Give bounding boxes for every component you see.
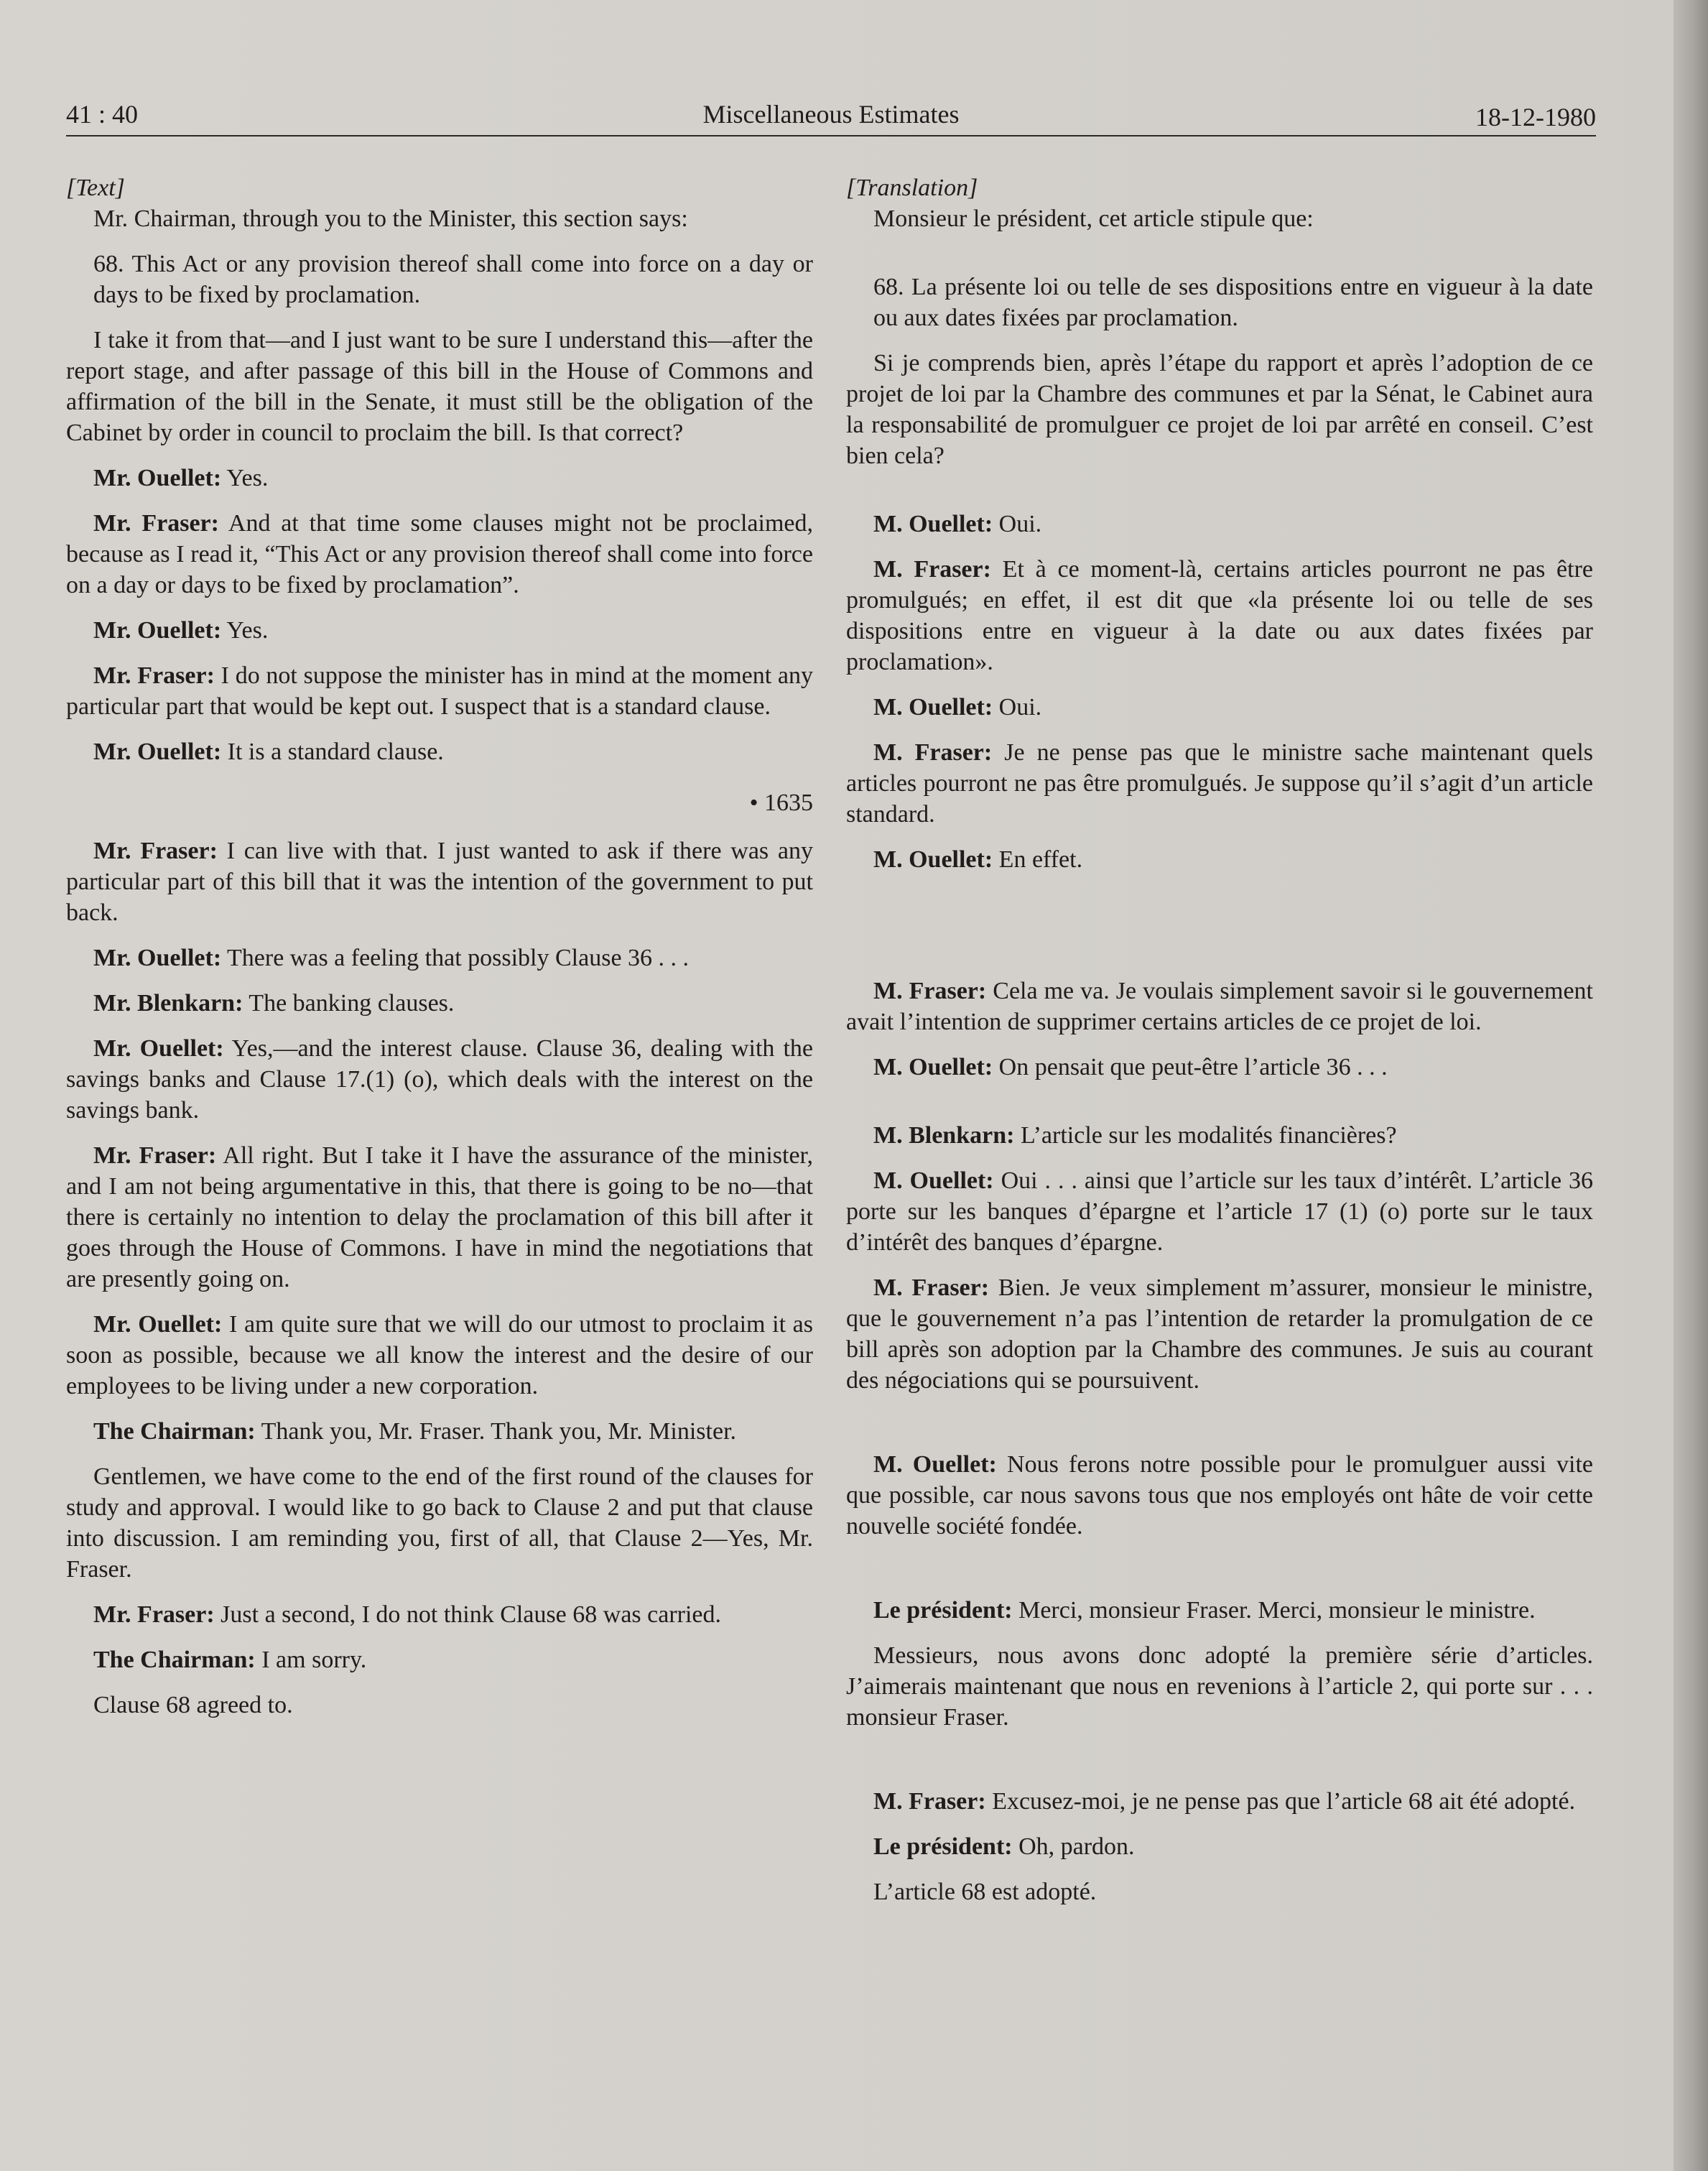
speech: [66, 1033, 813, 1126]
spacer: [846, 249, 1593, 272]
speaker: M. Ouellet:: [873, 846, 993, 873]
speech: [846, 1831, 1593, 1862]
speaker: Le président:: [873, 1597, 1013, 1624]
header-date: 18-12-1980: [1475, 103, 1596, 131]
speech: [66, 463, 813, 494]
speaker: Le président:: [873, 1833, 1013, 1860]
quoted-clause: 68. This Act or any provision thereof shall come into force on a day or days to be fixed by proclamation.: [93, 251, 813, 308]
speaker: M. Fraser:: [873, 1274, 990, 1301]
speaker: M. Fraser:: [873, 556, 991, 583]
speech-text: Yes,—and the interest clause. Clause 36, dealing with the savings banks and Clause 17.(1) (o), which deals with the interest on the savings bank.: [66, 1035, 813, 1124]
speech-text: Bien. Je veux simplement m’assurer, monsieur le ministre, que le gouvernement n’a pas l’intention de retarder la promulgation de ce bill après son adoption par la Chambre des communes. Je suis au courant des négociations qui se poursuivent.: [846, 1274, 1593, 1394]
speech: [66, 943, 813, 973]
speech-text: Merci, monsieur Fraser. Merci, monsieur le ministre.: [1012, 1597, 1536, 1624]
paragraph: I take it from that—and I just want to be sure I understand this—after the report stage, and after passage of this bill in the House of Commons and affirmation of the bill in the Senate, it must still be the obligation of the Cabinet by order in council to proclaim the bill. Is that correct?: [66, 327, 813, 446]
speech-text: L’article sur les modalités financières?: [1014, 1122, 1397, 1149]
spacer: [846, 1410, 1593, 1449]
paragraph: Gentlemen, we have come to the end of the first round of the clauses for study and approval. I would like to go back to Clause 2 and put that clause into discussion. I am reminding you, first of all, that Clause 2—Yes, Mr. Fraser.: [66, 1463, 813, 1583]
spacer: [846, 486, 1593, 509]
speaker: Mr. Fraser:: [93, 838, 218, 864]
speech: [846, 1165, 1593, 1258]
speaker: M. Blenkarn:: [873, 1122, 1015, 1149]
english-column: [66, 172, 813, 1735]
speaker: Mr. Blenkarn:: [93, 990, 243, 1017]
speech: [66, 736, 813, 767]
speech: [66, 988, 813, 1019]
speaker: M. Fraser:: [873, 1788, 986, 1815]
paragraph: Mr. Chairman, through you to the Minister, this section says:: [93, 205, 688, 232]
speaker: M. Fraser:: [873, 739, 993, 766]
speaker: Mr. Ouellet:: [93, 1035, 224, 1062]
speech-text: Thank you, Mr. Fraser. Thank you, Mr. Minister.: [255, 1418, 737, 1445]
speech-text: Oui.: [993, 694, 1042, 721]
paragraph: L’article 68 est adopté.: [873, 1879, 1097, 1905]
speech-text: And at that time some clauses might not be proclaimed, because as I read it, “This Act or any provision thereof shall come into force on a day or days to be fixed by proclamation”.: [66, 510, 814, 598]
speech-text: En effet.: [993, 846, 1083, 873]
paragraph: Monsieur le président, cet article stipule que:: [873, 205, 1314, 232]
page-number: 41 : 40: [66, 100, 139, 129]
speaker: Mr. Fraser:: [93, 1142, 217, 1169]
quoted-clause: 68. La présente loi ou telle de ses dispositions entre en vigueur à la date ou aux dates fixées par proclamation.: [873, 274, 1593, 331]
speech: [846, 554, 1593, 677]
speaker: Mr. Fraser:: [93, 1601, 215, 1628]
speaker: M. Ouellet:: [873, 511, 993, 537]
speech-text: I am quite sure that we will do our utmost to proclaim it as soon as possible, because we all know the interest and the desire of our employees to be living under a new corporation.: [66, 1311, 814, 1399]
speech-text: Yes.: [221, 617, 269, 644]
speech: [846, 737, 1593, 830]
speech: [846, 692, 1593, 723]
paragraph: Si je comprends bien, après l’étape du rapport et après l’adoption de ce projet de loi par la Chambre des communes et par la Sénat, le Cabinet aura la responsabilité de promulguer ce projet de loi par arrêté en conseil. C’est bien cela?: [846, 350, 1593, 469]
speech-text: Oui.: [993, 511, 1042, 537]
speaker: The Chairman:: [93, 1647, 256, 1673]
speech-text: The banking clauses.: [243, 990, 455, 1017]
speaker: The Chairman:: [93, 1418, 256, 1445]
french-column: [846, 172, 1593, 1922]
speech: [846, 1449, 1593, 1542]
speech: [66, 1416, 813, 1447]
speech-text: Excusez-moi, je ne pense pas que l’article 68 ait été adopté.: [985, 1788, 1576, 1815]
speaker: Mr. Ouellet:: [93, 617, 222, 644]
speech-text: Et à ce moment-là, certains articles pourront ne pas être promulgués; en effet, il est dit que «la présente loi ou telle de ses dispositions entre en vigueur à la date ou aux dates fixées par proclamation».: [846, 556, 1593, 675]
speaker: Mr. Ouellet:: [93, 465, 222, 491]
speech-text: I do not suppose the minister has in mind at the moment any particular part that would be kept out. I suspect that is a standard clause.: [66, 662, 814, 720]
speech: [66, 615, 813, 646]
speech-text: On pensait que peut-être l’article 36 . . .: [993, 1054, 1388, 1080]
speech-text: Yes.: [221, 465, 269, 491]
speech: [66, 1140, 813, 1295]
header-title: Miscellaneous Estimates: [702, 100, 960, 129]
speech-text: Je ne pense pas que le ministre sache maintenant quels articles pourront ne pas être promulgués. Je suppose qu’il s’agit d’un article standard.: [846, 739, 1593, 828]
spacer: [846, 932, 1593, 976]
speech: [846, 509, 1593, 540]
speech-text: Oh, pardon.: [1012, 1833, 1135, 1860]
speech: [66, 835, 813, 928]
speech: [846, 844, 1593, 875]
speech: [846, 1272, 1593, 1396]
speech: [66, 508, 813, 601]
speech: [846, 1052, 1593, 1083]
speech-text: Nous ferons notre possible pour le promulguer aussi vite que possible, car nous savons tous que nos employés ont hâte de voir cette nouvelle société fondée.: [846, 1451, 1594, 1540]
speaker: Mr. Fraser:: [93, 662, 215, 689]
spacer: [846, 1747, 1593, 1786]
speech-text: Oui . . . ainsi que l’article sur les taux d’intérêt. L’article 36 porte sur les banques d’épargne et l’article 17 (1) (o) porte sur le taux d’intérêt des banques d’épargne.: [846, 1167, 1593, 1256]
speech-text: Just a second, I do not think Clause 68 was carried.: [214, 1601, 722, 1628]
speech: [66, 1599, 813, 1630]
paragraph: Messieurs, nous avons donc adopté la première série d’articles. J’aimerais maintenant que nous en revenions à l’article 2, qui porte sur . . . monsieur Fraser.: [846, 1642, 1593, 1731]
speaker: M. Ouellet:: [873, 1167, 994, 1194]
speaker: M. Fraser:: [873, 978, 987, 1004]
running-header: [66, 93, 1596, 136]
speech: [66, 1309, 813, 1402]
text-label: [Text]: [66, 175, 125, 201]
speech: [846, 1595, 1593, 1626]
time-marker: • 1635: [749, 790, 813, 816]
spacer: [846, 1097, 1593, 1120]
speaker: M. Ouellet:: [873, 1054, 993, 1080]
speech-text: All right. But I take it I have the assurance of the minister, and I am not being argumentative in this, that there is going to be no—that there is certainly no intention to delay the proclamation of this bill after it goes through the House of Commons. I have in mind the negotiations that are presently going on.: [66, 1142, 813, 1292]
speech-text: I am sorry.: [255, 1647, 367, 1673]
speech-text: Cela me va. Je voulais simplement savoir si le gouvernement avait l’intention de supprimer certains articles de ce projet de loi.: [846, 978, 1593, 1035]
speaker: Mr. Ouellet:: [93, 945, 222, 971]
speech: [66, 660, 813, 722]
speech-text: I can live with that. I just wanted to ask if there was any particular part of this bill that it was the intention of the government to put back.: [66, 838, 814, 926]
speech: [846, 1786, 1593, 1817]
binding-edge: [1674, 0, 1708, 2171]
speech: [66, 1644, 813, 1675]
speech-text: There was a feeling that possibly Clause 36 . . .: [221, 945, 690, 971]
spacer: [846, 889, 1593, 932]
speech: [846, 1120, 1593, 1151]
speaker: M. Ouellet:: [873, 1451, 997, 1478]
spacer: [846, 1556, 1593, 1595]
translation-label: [Translation]: [846, 175, 978, 201]
speaker: M. Ouellet:: [873, 694, 993, 721]
speech-text: It is a standard clause.: [221, 739, 444, 765]
speaker: Mr. Fraser:: [93, 510, 219, 537]
paragraph: Clause 68 agreed to.: [93, 1692, 293, 1718]
speaker: Mr. Ouellet:: [93, 1311, 223, 1338]
speech: [846, 976, 1593, 1037]
speaker: Mr. Ouellet:: [93, 739, 222, 765]
